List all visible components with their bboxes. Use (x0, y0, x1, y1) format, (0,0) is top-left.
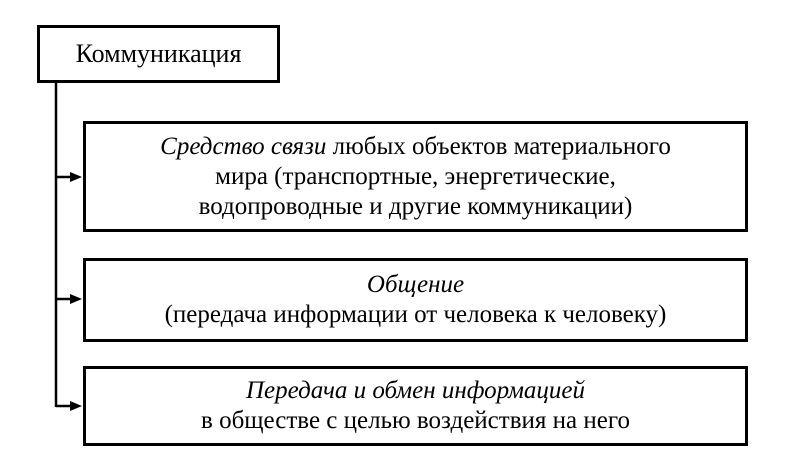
child-node-1-line-1 (160, 132, 671, 162)
child-node-1-italic-term: Средство связи (160, 132, 327, 160)
root-node-box (37, 25, 280, 83)
child-node-1-line-2: мира (транспортные, энергетические, (215, 162, 616, 190)
child-node-3-line-2: в обществе с целью воздействия на него (201, 407, 630, 434)
child-node-box-1 (83, 121, 748, 232)
child-node-box-3 (83, 366, 748, 446)
child-node-2-italic-term: Общение (366, 271, 465, 298)
child-node-1-line-1-text: любых объектов материального (326, 132, 671, 160)
child-node-box-2 (83, 258, 748, 342)
child-node-1-line-3: водопроводные и другие коммуникации) (198, 192, 633, 220)
arrow-head-1 (70, 172, 82, 182)
arrow-head-2 (70, 294, 82, 304)
arrow-head-3 (70, 401, 82, 411)
child-node-2-line-2: (передача информации от человека к человеку) (164, 301, 667, 328)
root-node-label: Коммуникация (75, 39, 242, 68)
child-node-3-italic-term: Передача и обмен информацией (246, 377, 585, 404)
